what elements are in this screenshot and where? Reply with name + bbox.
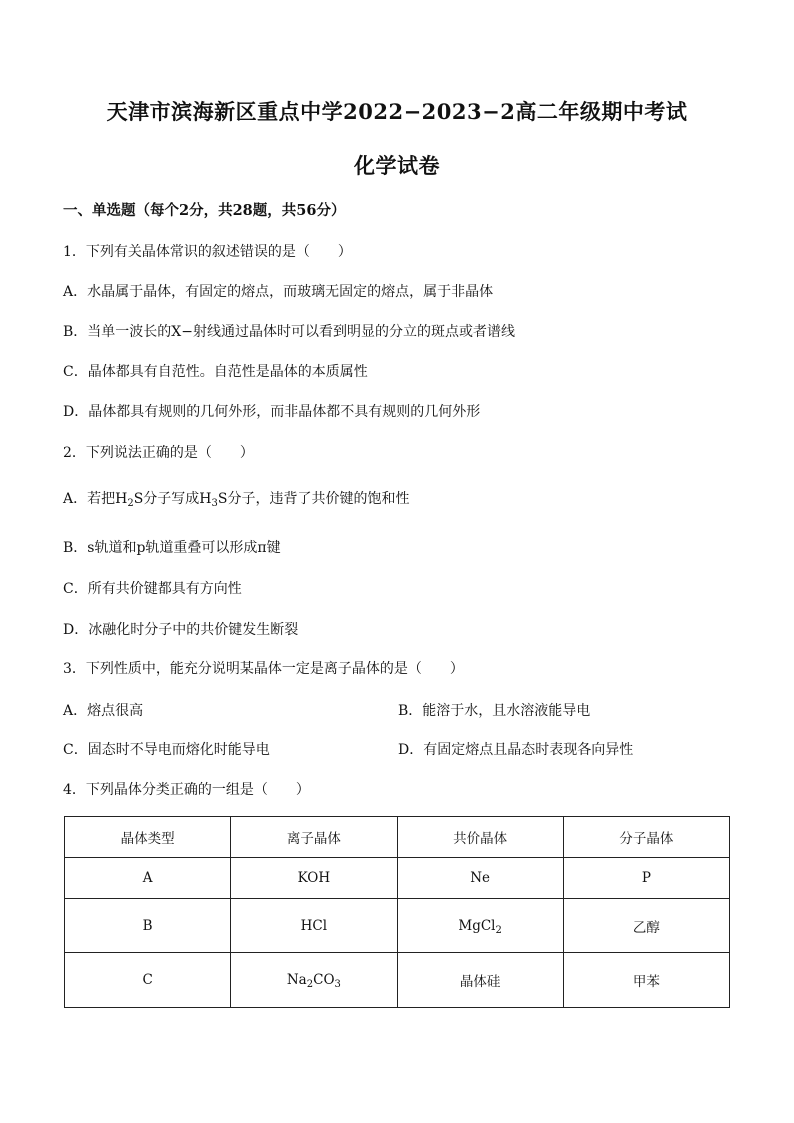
- table-cell: A: [65, 858, 231, 899]
- table-cell: 乙醇: [563, 899, 729, 953]
- table-row: [65, 899, 730, 953]
- header-cell: 分子晶体: [563, 817, 729, 858]
- crystal-classification-table: [64, 816, 730, 1008]
- exam-subtitle: 化学试卷: [354, 153, 440, 178]
- table-row: [65, 858, 730, 899]
- exam-title: 天津市滨海新区重点中学2022−2023−2高二年级期中考试: [106, 99, 688, 124]
- question-1-option-c: C．晶体都具有自范性。自范性是晶体的本质属性: [63, 364, 368, 380]
- question-1-stem: 1．下列有关晶体常识的叙述错误的是（ ）: [63, 244, 352, 260]
- q2a-text-2: S分子写成H: [133, 491, 212, 507]
- table-cell: [397, 899, 563, 953]
- table-cell: [231, 953, 397, 1008]
- table-row: [65, 953, 730, 1008]
- table-header-row: [65, 817, 730, 858]
- question-2-option-c: C．所有共价键都具有方向性: [63, 581, 242, 597]
- question-4-stem: 4．下列晶体分类正确的一组是（ ）: [63, 782, 310, 798]
- q2a-text-3: S分子，违背了共价键的饱和性: [217, 491, 410, 507]
- question-3-option-c: C．固态时不导电而熔化时能导电: [63, 742, 270, 758]
- table-cell: C: [65, 953, 231, 1008]
- formula-part: CO: [313, 972, 335, 988]
- question-2-stem: 2．下列说法正确的是（ ）: [63, 445, 254, 461]
- formula-base: MgCl: [458, 917, 496, 934]
- table-cell: P: [563, 858, 729, 899]
- question-1-option-d: D．晶体都具有规则的几何外形，而非晶体都不具有规则的几何外形: [63, 404, 481, 420]
- table-cell: 甲苯: [563, 953, 729, 1008]
- question-2-option-a: [63, 490, 409, 508]
- header-cell: 离子晶体: [231, 817, 397, 858]
- question-1-option-b: B．当单一波长的X−射线通过晶体时可以看到明显的分立的斑点或者谱线: [63, 324, 515, 340]
- formula-subscript: 3: [334, 979, 341, 990]
- q2a-text-1: A．若把H: [63, 491, 128, 507]
- table-cell: HCl: [231, 899, 397, 953]
- question-3-option-b: B．能溶于水，且水溶液能导电: [398, 703, 591, 719]
- question-2-option-d: D．冰融化时分子中的共价键发生断裂: [63, 622, 299, 638]
- question-3-stem: 3．下列性质中，能充分说明某晶体一定是离子晶体的是（ ）: [63, 661, 464, 677]
- table-cell: B: [65, 899, 231, 953]
- q2a-sub-2: 3: [211, 498, 218, 509]
- header-cell: 共价晶体: [397, 817, 563, 858]
- q2a-sub-1: 2: [127, 498, 134, 509]
- table-cell: KOH: [231, 858, 397, 899]
- formula-subscript: 2: [306, 979, 314, 990]
- section-heading: 一、单选题（每个2分，共28题，共56分）: [63, 202, 346, 219]
- table-cell: 晶体硅: [397, 953, 563, 1008]
- formula-part: Na: [286, 972, 307, 988]
- question-1-option-a: A．水晶属于晶体，有固定的熔点，而玻璃无固定的熔点，属于非晶体: [63, 284, 494, 300]
- question-3-option-d: D．有固定熔点且晶态时表现各向异性: [398, 742, 634, 758]
- table-cell: Ne: [397, 858, 563, 899]
- question-3-option-a: A．熔点很高: [63, 703, 144, 719]
- question-2-option-b: B．s轨道和p轨道重叠可以形成π键: [63, 540, 281, 556]
- header-cell: 晶体类型: [65, 817, 231, 858]
- formula-subscript: 2: [495, 924, 502, 936]
